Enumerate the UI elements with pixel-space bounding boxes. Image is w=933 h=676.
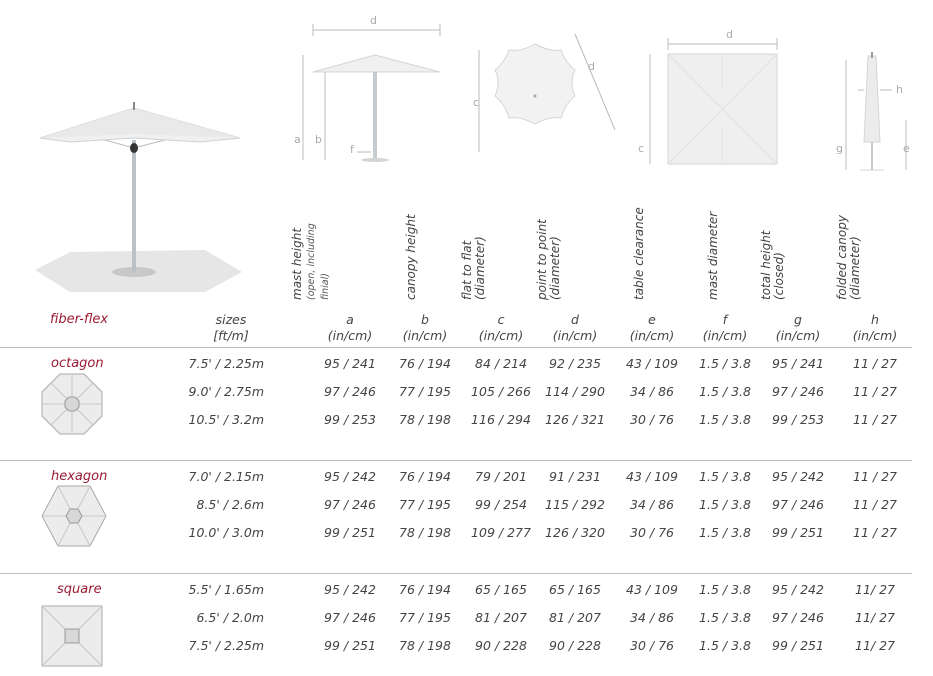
table-cell-c: 84 / 214 [475,356,527,371]
label-d-square: d [726,28,733,41]
column-header-g: g (in/cm) [775,312,821,343]
table-cell-d: 91 / 231 [549,469,601,484]
table-cell-e: 34 / 86 [630,384,674,399]
table-cell-c: 90 / 228 [475,638,527,653]
group-name-square: square [57,582,102,597]
table-cell-f: 1.5 / 3.8 [699,638,751,653]
table-cell-c: 99 / 254 [475,497,527,512]
size-cell: 5.5' / 1.65m [188,582,264,597]
table-cell-g: 97 / 246 [772,610,824,625]
table-cell-a: 99 / 251 [324,638,376,653]
size-cell: 7.5' / 2.25m [188,638,264,653]
row-divider [0,573,912,574]
table-cell-f: 1.5 / 3.8 [699,384,751,399]
label-c-octagon: c [473,96,480,109]
table-cell-c: 105 / 266 [471,384,531,399]
size-cell: 6.5' / 2.0m [196,610,264,625]
table-cell-a: 97 / 246 [324,384,376,399]
table-cell-e: 30 / 76 [630,412,674,427]
table-cell-f: 1.5 / 3.8 [699,525,751,540]
table-cell-f: 1.5 / 3.8 [699,610,751,625]
table-cell-a: 99 / 251 [324,525,376,540]
table-cell-b: 76 / 194 [399,582,451,597]
top-view-square-diagram [640,30,790,170]
table-cell-b: 77 / 195 [399,610,451,625]
closed-umbrella-diagram [830,50,920,175]
label-g: g [836,142,843,155]
octagon-shape-icon [40,372,104,436]
table-cell-a: 95 / 242 [324,469,376,484]
table-cell-f: 1.5 / 3.8 [699,412,751,427]
table-cell-e: 43 / 109 [626,356,678,371]
table-cell-h: 11 / 27 [853,356,897,371]
table-cell-a: 97 / 246 [324,497,376,512]
table-cell-h: 11 / 27 [853,384,897,399]
table-cell-d: 65 / 165 [549,582,601,597]
column-header-h: h (in/cm) [852,312,898,343]
table-cell-f: 1.5 / 3.8 [699,497,751,512]
label-h: h [896,83,903,96]
table-cell-a: 97 / 246 [324,610,376,625]
table-cell-b: 78 / 198 [399,412,451,427]
table-cell-h: 11/ 27 [855,582,895,597]
table-cell-e: 43 / 109 [626,582,678,597]
table-cell-g: 95 / 242 [772,582,824,597]
table-cell-g: 99 / 251 [772,525,824,540]
table-cell-g: 99 / 253 [772,412,824,427]
table-cell-g: 97 / 246 [772,497,824,512]
table-cell-b: 78 / 198 [399,525,451,540]
label-d-top: d [370,14,377,27]
table-cell-h: 11 / 27 [853,412,897,427]
table-cell-b: 77 / 195 [399,384,451,399]
table-cell-c: 65 / 165 [475,582,527,597]
label-f: f [350,143,354,156]
table-cell-h: 11 / 27 [853,469,897,484]
table-cell-h: 11/ 27 [855,610,895,625]
table-cell-e: 43 / 109 [626,469,678,484]
label-b: b [315,133,322,146]
top-view-octagon-diagram [465,30,625,170]
size-cell: 9.0' / 2.75m [188,384,264,399]
label-c-square: c [638,142,645,155]
table-cell-d: 92 / 235 [549,356,601,371]
table-cell-h: 11 / 27 [853,525,897,540]
size-cell: 7.5' / 2.25m [188,356,264,371]
column-header-d: d (in/cm) [552,312,598,343]
column-header-a: a (in/cm) [327,312,373,343]
size-cell: 10.5' / 3.2m [188,412,264,427]
row-divider [0,347,912,348]
row-divider [0,460,912,461]
column-header-b: b (in/cm) [402,312,448,343]
table-cell-g: 97 / 246 [772,384,824,399]
table-cell-g: 99 / 251 [772,638,824,653]
table-cell-e: 30 / 76 [630,525,674,540]
table-cell-h: 11/ 27 [855,638,895,653]
table-cell-c: 109 / 277 [471,525,531,540]
table-cell-d: 114 / 290 [545,384,605,399]
column-header-f: f (in/cm) [702,312,748,343]
column-header-e: e (in/cm) [629,312,675,343]
size-cell: 10.0' / 3.0m [188,525,264,540]
table-cell-c: 81 / 207 [475,610,527,625]
table-cell-a: 99 / 253 [324,412,376,427]
label-a: a [294,133,301,146]
table-cell-d: 126 / 321 [545,412,605,427]
hexagon-shape-icon [40,484,108,548]
column-header-c: c (in/cm) [478,312,524,343]
table-cell-e: 30 / 76 [630,638,674,653]
table-cell-d: 126 / 320 [545,525,605,540]
brand-title: fiber-flex [50,312,109,327]
label-e: e [903,142,910,155]
table-cell-b: 76 / 194 [399,356,451,371]
table-cell-d: 81 / 207 [549,610,601,625]
group-name-octagon: octagon [51,356,104,371]
table-cell-b: 77 / 195 [399,497,451,512]
sizes-header: sizes [ft/m] [213,312,249,343]
side-view-diagram [295,10,445,170]
table-cell-e: 34 / 86 [630,610,674,625]
table-cell-g: 95 / 242 [772,469,824,484]
table-cell-a: 95 / 242 [324,582,376,597]
table-cell-d: 115 / 292 [545,497,605,512]
table-cell-f: 1.5 / 3.8 [699,582,751,597]
table-cell-g: 95 / 241 [772,356,824,371]
table-cell-h: 11 / 27 [853,497,897,512]
table-cell-a: 95 / 241 [324,356,376,371]
table-cell-b: 78 / 198 [399,638,451,653]
group-name-hexagon: hexagon [51,469,108,484]
size-cell: 7.0' / 2.15m [188,469,264,484]
table-cell-e: 34 / 86 [630,497,674,512]
square-shape-icon [40,604,104,668]
table-cell-c: 79 / 201 [475,469,527,484]
table-cell-c: 116 / 294 [471,412,531,427]
umbrella-illustration [30,100,250,300]
size-cell: 8.5' / 2.6m [196,497,264,512]
table-cell-f: 1.5 / 3.8 [699,469,751,484]
table-cell-b: 76 / 194 [399,469,451,484]
label-d-octagon: d [588,60,595,73]
table-cell-d: 90 / 228 [549,638,601,653]
table-cell-f: 1.5 / 3.8 [699,356,751,371]
